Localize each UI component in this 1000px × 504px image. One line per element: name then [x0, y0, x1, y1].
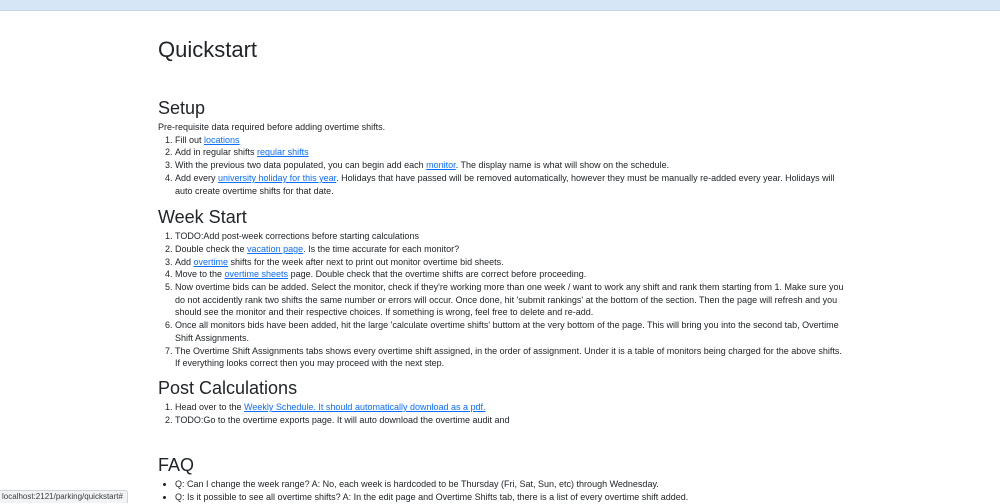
- list-item: 3. With the previous two data populated, you can begin add each monitor. The display name is what will show on the schedule.: [175, 159, 848, 172]
- status-bar-url: localhost:2121/parking/quickstart#: [0, 490, 128, 503]
- list-item: 6. Once all monitors bids have been added, hit the large 'calculate overtime shifts' buttom at the very bottom of the page. This will bring you into the second tab, Overtime Shift Assignments.: [175, 319, 848, 344]
- setup-list: [158, 134, 848, 198]
- page-title: Quickstart: [158, 36, 848, 64]
- faq-item: • Q: Is it possible to see all overtime shifts? A: In the edit page and Overtime Shifts tab, there is a list of every overtime shift added.: [175, 491, 848, 504]
- post-calculations-section: [158, 377, 848, 426]
- weekly-schedule-link[interactable]: Weekly Schedule. It should automatically download as a pdf.: [244, 402, 485, 412]
- list-item: 5. Now overtime bids can be added. Select the monitor, check if they're working more than one week / want to work any shift and rank them starting from 1. Make sure you do not accidently rank two shifts the same number or errors will occur. Once done, hit 'submit rankings' at the bottom of the section. Then the page will refresh and you should see the monitor and their respective choices. If something is wrong, feel free to delete and re-add.: [175, 281, 848, 319]
- top-navbar: [0, 0, 1000, 11]
- vacation-page-link[interactable]: vacation page: [247, 244, 303, 254]
- week-start-list: [158, 230, 848, 370]
- list-item: 4. Move to the overtime sheets page. Double check that the overtime shifts are correct before proceeding.: [175, 268, 848, 281]
- week-start-heading: Week Start: [158, 206, 848, 228]
- list-item: 2. TODO:Go to the overtime exports page. It will auto download the overtime audit and: [175, 414, 848, 427]
- post-calculations-heading: Post Calculations: [158, 377, 848, 399]
- monitor-link[interactable]: monitor: [426, 160, 456, 170]
- list-item: 4. Add every university holiday for this year. Holidays that have passed will be removed automatically, however they must be manually re-added every year. Holidays will auto create overtime shifts for that date.: [175, 172, 848, 197]
- locations-link[interactable]: locations: [204, 135, 240, 145]
- week-start-section: [158, 206, 848, 370]
- faq-section: [158, 454, 848, 503]
- list-item: 2. Add in regular shifts regular shifts: [175, 146, 848, 159]
- setup-intro: Pre-requisite data required before adding overtime shifts.: [158, 121, 848, 134]
- faq-list: [158, 478, 848, 503]
- faq-heading: FAQ: [158, 454, 848, 476]
- post-calculations-list: [158, 401, 848, 426]
- setup-section: [158, 97, 848, 197]
- faq-item: • Q: Can I change the week range? A: No, each week is hardcoded to be Thursday (Fri, Sat, Sun, etc) through Wednesday.: [175, 478, 848, 491]
- list-item: 1. TODO:Add post-week corrections before starting calculations: [175, 230, 848, 243]
- setup-heading: Setup: [158, 97, 848, 119]
- overtime-sheets-link[interactable]: overtime sheets: [225, 269, 289, 279]
- overtime-link[interactable]: overtime: [194, 257, 229, 267]
- university-holiday-link[interactable]: university holiday for this year: [218, 173, 336, 183]
- list-item: 1. Head over to the Weekly Schedule. It should automatically download as a pdf.: [175, 401, 848, 414]
- list-item: 2. Double check the vacation page. Is the time accurate for each monitor?: [175, 243, 848, 256]
- list-item: 7. The Overtime Shift Assignments tabs shows every overtime shift assigned, in the order of assignment. Under it is a table of monitors being charged for the above shifts. If everything looks correct then you may proceed with the next step.: [175, 345, 848, 370]
- main-content: [158, 36, 848, 504]
- list-item: 1. Fill out locations: [175, 134, 848, 147]
- list-item: 3. Add overtime shifts for the week after next to print out monitor overtime bid sheets.: [175, 256, 848, 269]
- regular-shifts-link[interactable]: regular shifts: [257, 147, 309, 157]
